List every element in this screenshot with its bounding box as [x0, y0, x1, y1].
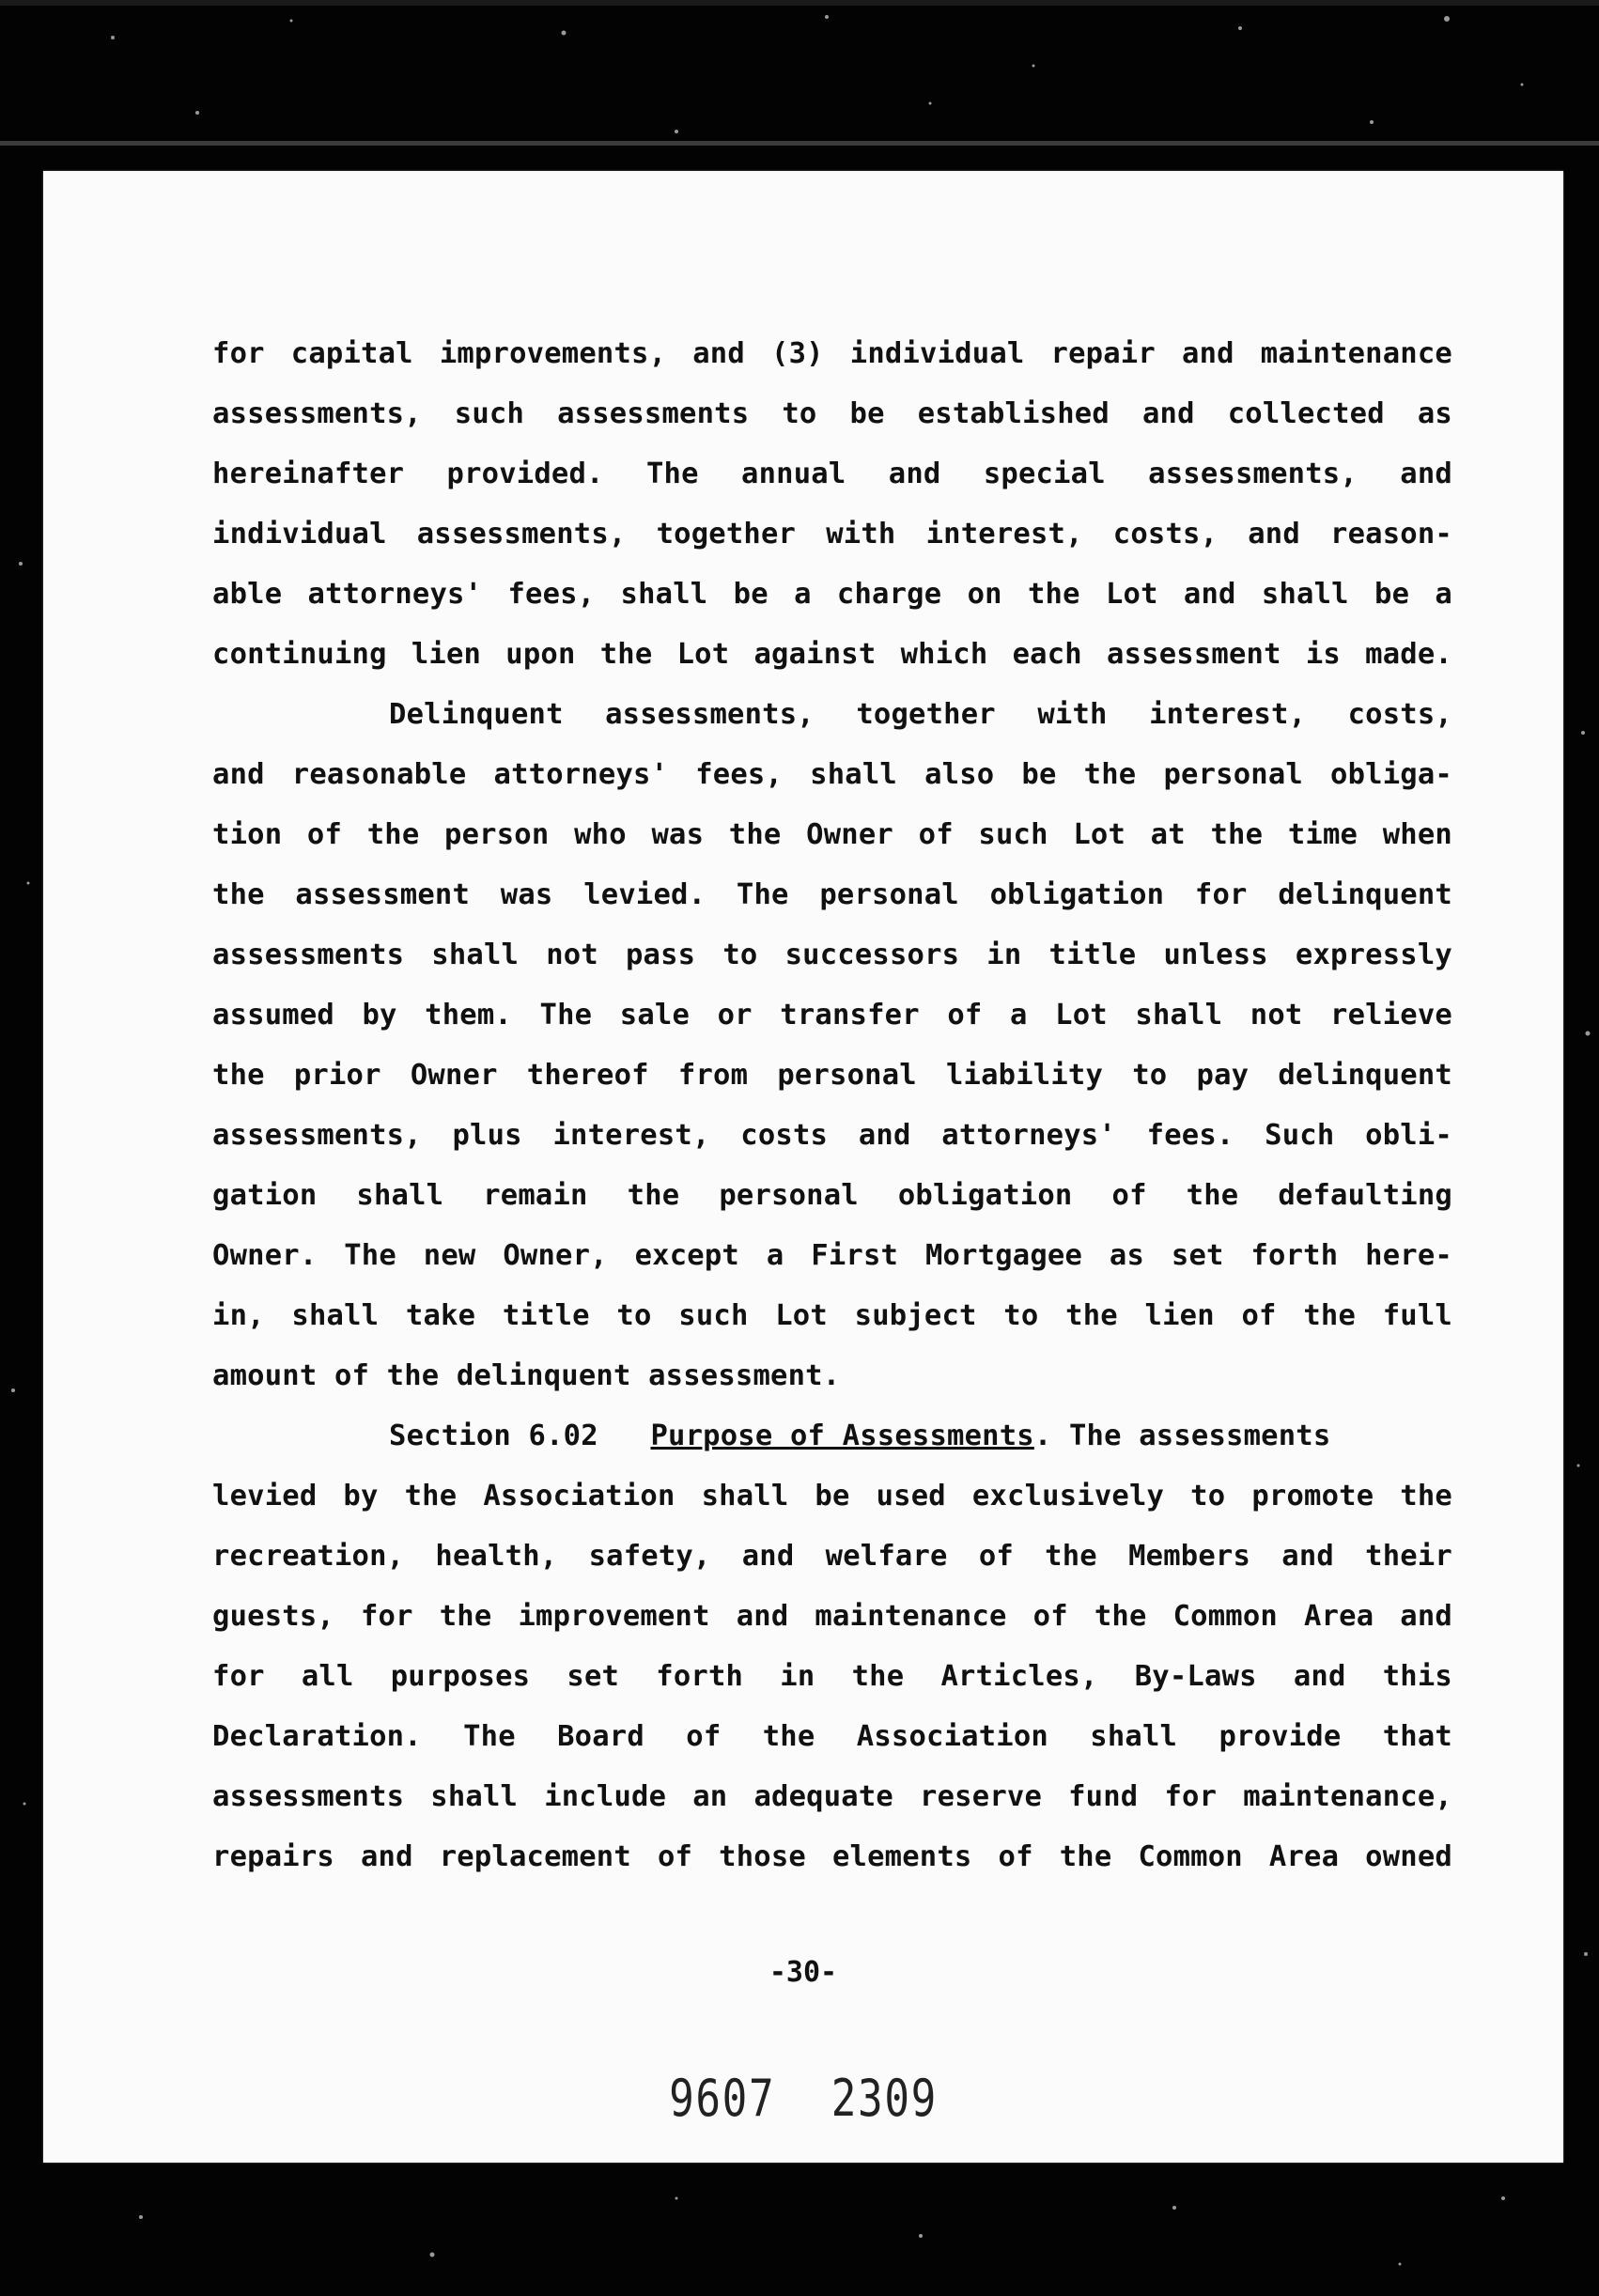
text-line: guests, for the improvement and maintenance of the Common Area and — [212, 1600, 1452, 1633]
text-line: assumed by them. The sale or transfer of a Lot shall not relieve — [212, 999, 1452, 1032]
text-line: repairs and replacement of those elements of the Common Area owned — [212, 1840, 1452, 1873]
text-line: gation shall remain the personal obligation of the defaulting — [212, 1179, 1452, 1212]
recording-stamp: 9607 2309 — [669, 2069, 938, 2128]
text-line: assessments shall include an adequate reserve fund for maintenance, — [212, 1780, 1452, 1813]
document-page — [43, 171, 1563, 2163]
text-line: the prior Owner thereof from personal liability to pay delinquent — [212, 1059, 1452, 1092]
text-line: for all purposes set forth in the Articles, By-Laws and this — [212, 1660, 1452, 1693]
section-title: Purpose of Assessments — [650, 1419, 1034, 1452]
text-line: levied by the Association shall be used exclusively to promote the — [212, 1480, 1452, 1513]
section-first-line-rest: . The assessments — [1033, 1419, 1331, 1452]
text-line: and reasonable attorneys' fees, shall also be the personal obliga- — [212, 758, 1452, 791]
text-line: amount of the delinquent assessment. — [212, 1359, 841, 1392]
text-line: assessments, plus interest, costs and attorneys' fees. Such obli- — [212, 1119, 1452, 1152]
text-line: individual assessments, together with interest, costs, and reason- — [212, 518, 1452, 551]
section-heading-line — [212, 1418, 1452, 1455]
text-line: in, shall take title to such Lot subject to the lien of the full — [212, 1299, 1452, 1332]
text-line: tion of the person who was the Owner of such Lot at the time when — [212, 818, 1452, 851]
text-line: continuing lien upon the Lot against which each assessment is made. — [212, 638, 1452, 671]
text-line: Delinquent assessments, together with interest, costs, — [389, 698, 1452, 731]
text-line: hereinafter provided. The annual and special assessments, and — [212, 458, 1452, 490]
text-line: Declaration. The Board of the Association shall provide that — [212, 1720, 1452, 1753]
text-line: assessments shall not pass to successors in title unless expressly — [212, 939, 1452, 971]
text-line: the assessment was levied. The personal obligation for delinquent — [212, 878, 1452, 911]
page-number: -30- — [768, 1956, 838, 1989]
text-line: recreation, health, safety, and welfare of the Members and their — [212, 1540, 1452, 1573]
section-number: Section 6.02 — [389, 1419, 598, 1452]
text-line: Owner. The new Owner, except a First Mortgagee as set forth here- — [212, 1239, 1452, 1272]
text-line: assessments, such assessments to be established and collected as — [212, 397, 1452, 430]
text-line: able attorneys' fees, shall be a charge on the Lot and shall be a — [212, 578, 1452, 611]
text-line: for capital improvements, and (3) individual repair and maintenance — [212, 337, 1452, 370]
